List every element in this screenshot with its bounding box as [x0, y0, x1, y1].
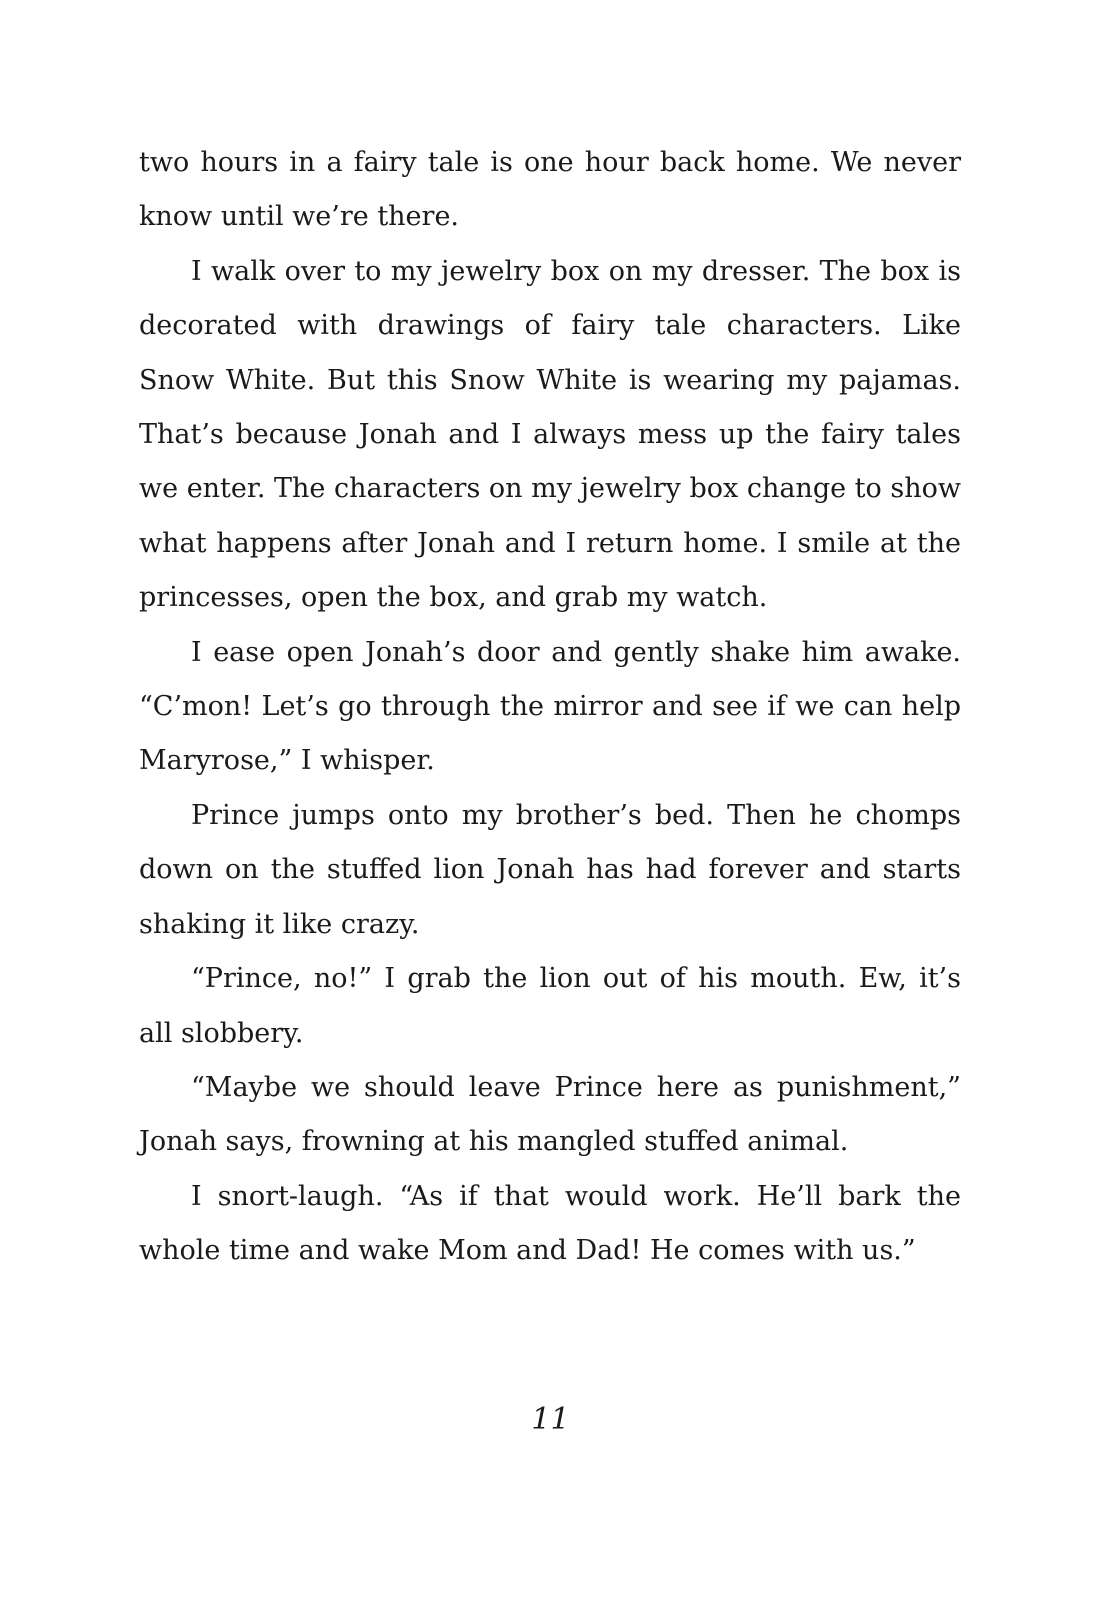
paragraph-snort-laugh: I snort-laugh. “As if that would work. He’ll bark the whole time and wake Mom and Dad! He comes with us.”: [139, 1180, 961, 1267]
body-text: [139, 136, 961, 1279]
paragraph-punishment: “Maybe we should leave Prince here as punishment,” Jonah says, frowning at his mangled stuffed animal.: [139, 1071, 961, 1158]
paragraph-prince-no: “Prince, no!” I grab the lion out of his mouth. Ew, it’s all slobbery.: [139, 963, 961, 1049]
paragraph-prince-jumps: Prince jumps onto my brother’s bed. Then he chomps down on the stuffed lion Jonah has had forever and starts shaking it like crazy.: [139, 799, 961, 940]
paragraph-wake-jonah: I ease open Jonah’s door and gently shake him awake. “C’mon! Let’s go through the mirror and see if we can help Maryrose,” I whisper.: [139, 636, 961, 777]
page-number: 11: [531, 1402, 570, 1437]
paragraph-continuation: two hours in a fairy tale is one hour back home. We never know until we’re there.: [139, 147, 961, 233]
paragraph-jewelry-box: I walk over to my jewelry box on my dresser. The box is decorated with drawings of fairy tale characters. Like Snow White. But this Snow White is wearing my pajamas. That’s because Jonah and I always mess up the fairy tales we enter. The characters on my jewelry box change to show what happens after Jonah and I return home. I smile at the princesses, open the box, and grab my watch.: [139, 255, 961, 614]
